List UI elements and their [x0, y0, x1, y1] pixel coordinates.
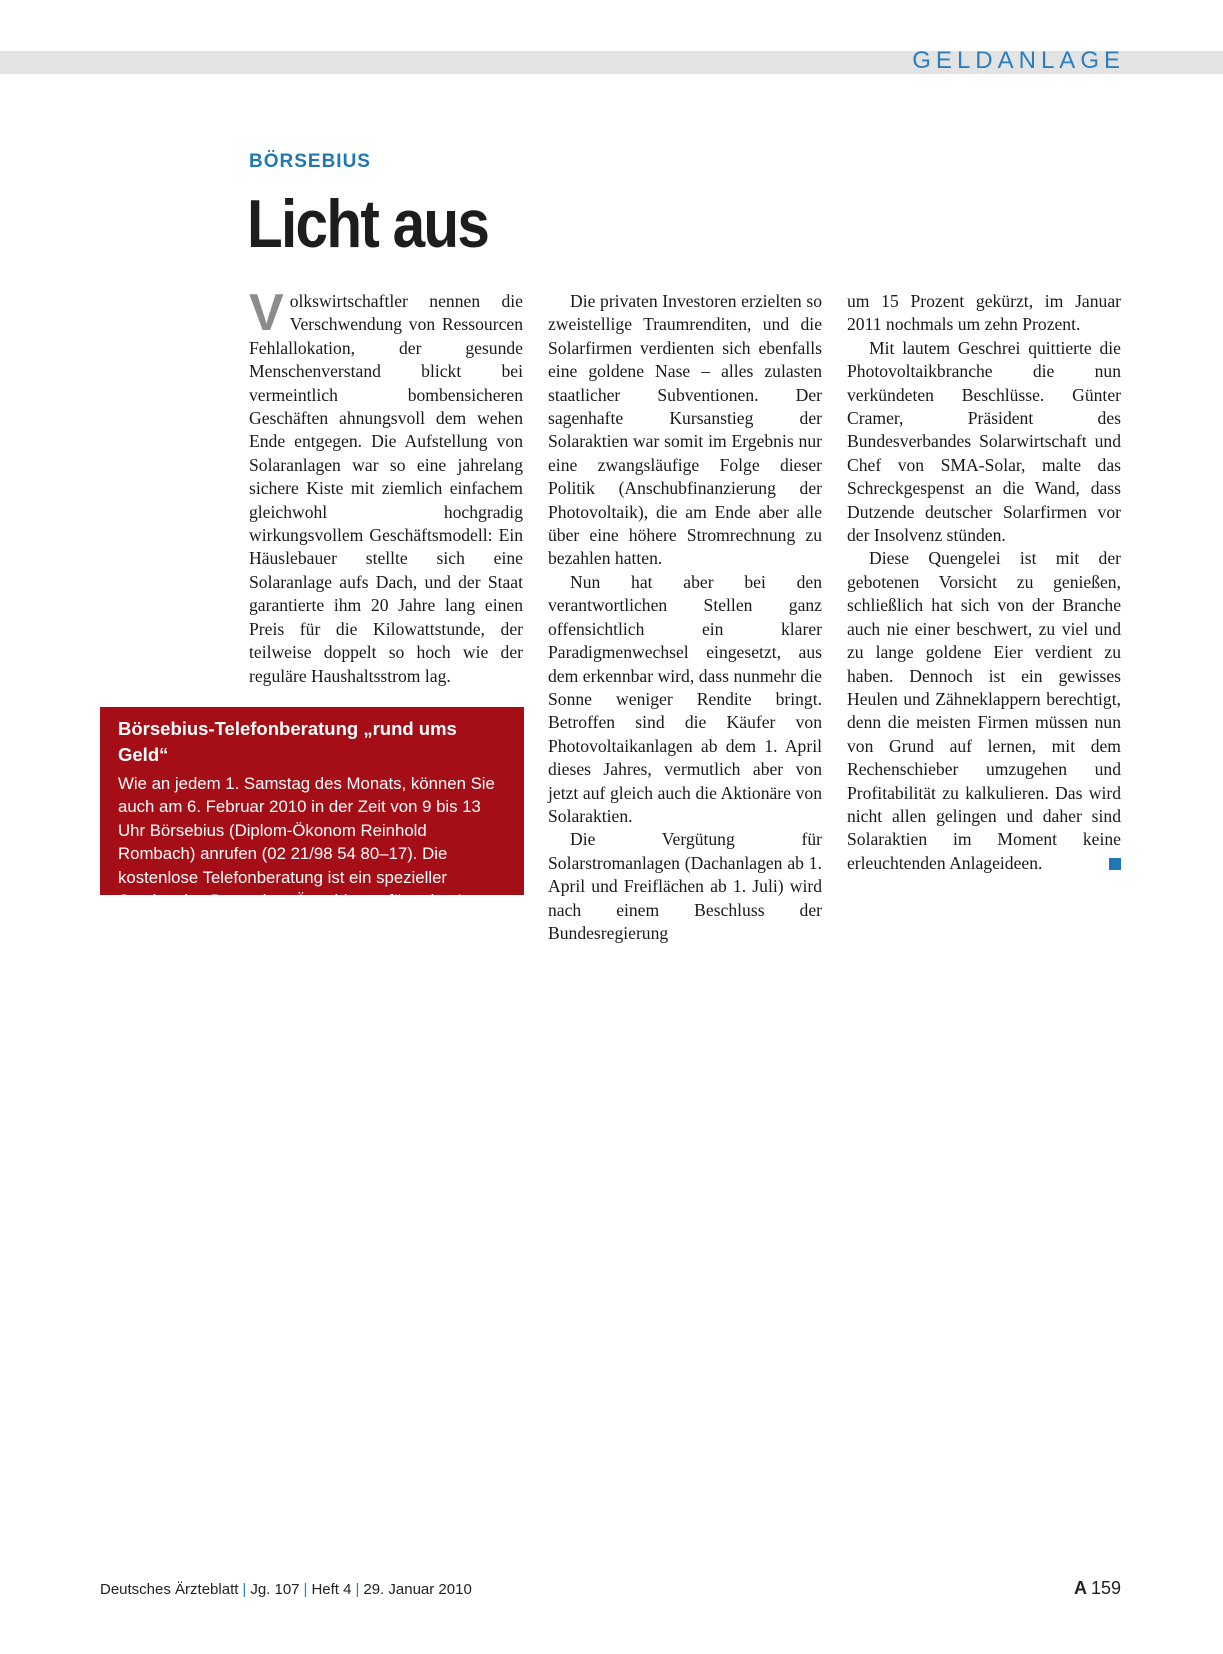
footer-separator: | [303, 1581, 308, 1598]
info-box-body: Wie an jedem 1. Samstag des Monats, können Sie auch am 6. Februar 2010 in der Zeit von 9 bis 13 Uhr Börsebius (Diplom-Ökonom Reinhold Rombach) anrufen (02 21/98 54 80–17). Die kostenlose Telefonberatung ist ein spezieller Service des Deutschen Ärzteblattes für seine Leser. [118, 774, 504, 911]
article-column-1 [249, 284, 523, 688]
journal-name: Deutsches Ärzteblatt [100, 1581, 239, 1598]
info-box [100, 707, 524, 911]
section-label: GELDANLAGE [912, 47, 1125, 74]
page-footer [100, 1581, 472, 1598]
article-paragraph [847, 547, 1121, 875]
footer-separator: | [242, 1581, 247, 1598]
issue: Heft 4 [311, 1581, 352, 1598]
volume: Jg. 107 [250, 1581, 300, 1598]
article-paragraph: Mit lautem Geschrei quittierte die Photovoltaikbranche die nun verkündeten Beschlüsse. Günter Cramer, Präsident des Bundesverbandes Solarwirtschaft und Chef von SMA-Solar, malte das Schreckgespenst an die Wand, dass Dutzende deutscher Solarfirmen vor der Insolvenz stünden. [847, 337, 1121, 546]
article-paragraph: Nun hat aber bei den verantwortlichen Stellen ganz offensichtlich ein klarer Paradigmenwechsel eingesetzt, aus dem erkennbar wird, dass nunmehr die Sonne weniger Rendite bringt. Betroffen sind die Käufer von Photovoltaikanlagen ab dem 1. April dieses Jahres, vermutlich aber von jetzt auf gleich auch die Aktionäre von Solaraktien. [548, 571, 822, 826]
article-kicker: BÖRSEBIUS [249, 151, 371, 172]
drop-cap: V [249, 284, 284, 342]
page-prefix: A [1073, 1578, 1087, 1598]
page-number [1074, 1578, 1121, 1599]
article-column-2 [548, 290, 822, 945]
end-of-article-icon [1109, 858, 1121, 870]
info-box-title: Börsebius-Telefonberatung „rund ums Geld“ [118, 718, 457, 765]
paragraph-text: Diese Quengelei ist mit der gebotenen Vorsicht zu genießen, schließlich hat sich von der Branche auch nie einer beschwert, zu viel und zu lange goldene Eier verdient zu haben. Dennoch ist ein gewisses Heulen und Zähneklappern berechtigt, denn die meisten Firmen müssen nun von Grund auf lernen, mit dem Rechenschieber umzugehen und Profitabilität zu kalkulieren. Das wird nicht allen gelingen und daher sind Solaraktien im Moment keine erleuchtenden Anlageideen. [847, 548, 1121, 873]
issue-date: 29. Januar 2010 [363, 1581, 472, 1598]
page-number-value: 159 [1090, 1578, 1121, 1598]
article-title: Licht aus [247, 186, 489, 262]
article-paragraph [249, 284, 523, 688]
paragraph-text: olkswirtschaftler nennen die Verschwendung von Ressourcen Fehlallokation, der gesunde Menschenverstand blickt bei vermeintlich bombensicheren Geschäften ahnungsvoll dem wehen Ende entgegen. Die Aufstellung von Solaranlagen war so eine jahrelang sichere Kiste mit ziemlich einfachem gleichwohl hochgradig wirkungsvollem Geschäftsmodell: Ein Häuslebauer stellte sich eine Solaranlage aufs Dach, und der Staat garantierte ihm 20 Jahre lang einen Preis für die Kilowattstunde, der teilweise doppelt so hoch wie der reguläre Haushaltsstrom lag. [249, 291, 523, 686]
article-column-3 [847, 290, 1121, 875]
article-paragraph: Die privaten Investoren erzielten so zweistellige Traumrenditen, und die Solarfirmen verdienten sich ebenfalls eine goldene Nase – alles zulasten staatlicher Subventionen. Der sagenhafte Kursanstieg der Solaraktien war somit im Ergebnis nur eine zwangsläufige Folge dieser Politik (Anschubfinanzierung der Photovoltaik), die am Ende aber alle über eine höhere Stromrechnung zu bezahlen hatten. [548, 291, 822, 569]
footer-separator: | [355, 1581, 360, 1598]
article-paragraph: Die Vergütung für Solarstromanlagen (Dachanlagen ab 1. April und Freiflächen ab 1. Juli) wird nach einem Beschluss der Bundesregierung [548, 829, 822, 943]
article-paragraph: um 15 Prozent gekürzt, im Januar 2011 nochmals um zehn Prozent. [847, 291, 1121, 335]
